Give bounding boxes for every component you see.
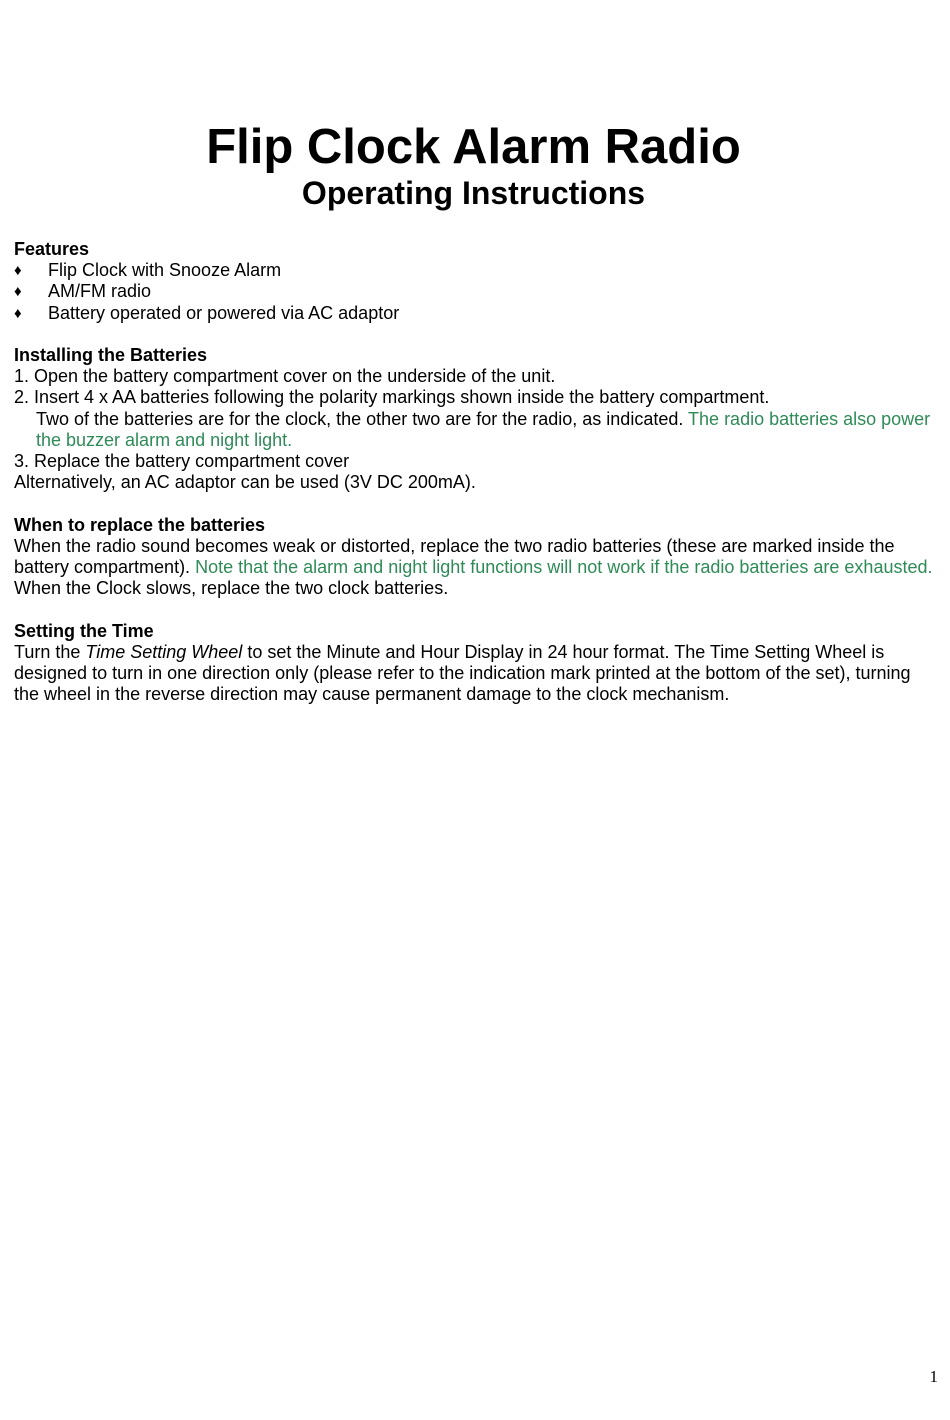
diamond-bullet-icon: ♦ (14, 262, 22, 280)
time-paragraph (14, 642, 936, 706)
time-setting-wheel-term: Time Setting Wheel (85, 641, 243, 662)
time-text-rest: to set the Minute and Hour Display in 24 hour format. The Time Setting Wheel is designed to turn in one direction only (please refer to the indication mark printed at the bottom of the set), turning the wheel in the reverse direction may cause permanent damage to the clock mechanism. (14, 641, 911, 705)
diamond-bullet-icon: ♦ (14, 304, 22, 322)
time-heading: Setting the Time (14, 620, 154, 641)
feature-item (14, 303, 936, 324)
install-step-2: 2. Insert 4 x AA batteries following the polarity markings shown inside the battery compartment. (14, 387, 770, 408)
replace-section (14, 515, 936, 600)
install-step-2-note-text: Two of the batteries are for the clock, the other two are for the radio, as indicated. (36, 408, 684, 429)
feature-item (14, 260, 936, 281)
time-text-intro: Turn the (14, 641, 81, 662)
feature-item-label: AM/FM radio (48, 281, 152, 302)
install-adaptor-note: Alternatively, an AC adaptor can be used (3V DC 200mA). (14, 472, 476, 493)
feature-item-label: Flip Clock with Snooze Alarm (48, 260, 282, 281)
page-number: 1 (929, 1367, 938, 1386)
diamond-bullet-icon: ♦ (14, 283, 22, 301)
document-title: Flip Clock Alarm Radio (206, 120, 741, 174)
install-step-3: 3. Replace the battery compartment cover (14, 451, 350, 472)
replace-text-part2: When the Clock slows, replace the two clock batteries. (14, 578, 449, 599)
document-body (14, 239, 936, 727)
time-section (14, 621, 936, 706)
replace-text-part1: When the radio sound becomes weak or distorted, replace the two radio batteries (these are marked inside the battery compartment). (14, 535, 895, 578)
feature-item-label: Battery operated or powered via AC adaptor (48, 302, 400, 323)
install-step-2-note (14, 409, 936, 451)
install-step-1: 1. Open the battery compartment cover on the underside of the unit. (14, 366, 556, 387)
replace-paragraph (14, 536, 936, 600)
feature-item (14, 281, 936, 302)
installing-heading: Installing the Batteries (14, 345, 208, 365)
document-subtitle: Operating Instructions (301, 175, 646, 211)
replace-highlight: Note that the alarm and night light functions will not work if the radio batteries are exhausted. (195, 557, 933, 578)
features-heading: Features (14, 239, 90, 259)
installing-section (14, 345, 936, 493)
install-step-2-highlight: The radio batteries also power the buzzer alarm and night light. (36, 408, 931, 450)
features-section (14, 239, 936, 324)
replace-heading: When to replace the batteries (14, 514, 266, 535)
